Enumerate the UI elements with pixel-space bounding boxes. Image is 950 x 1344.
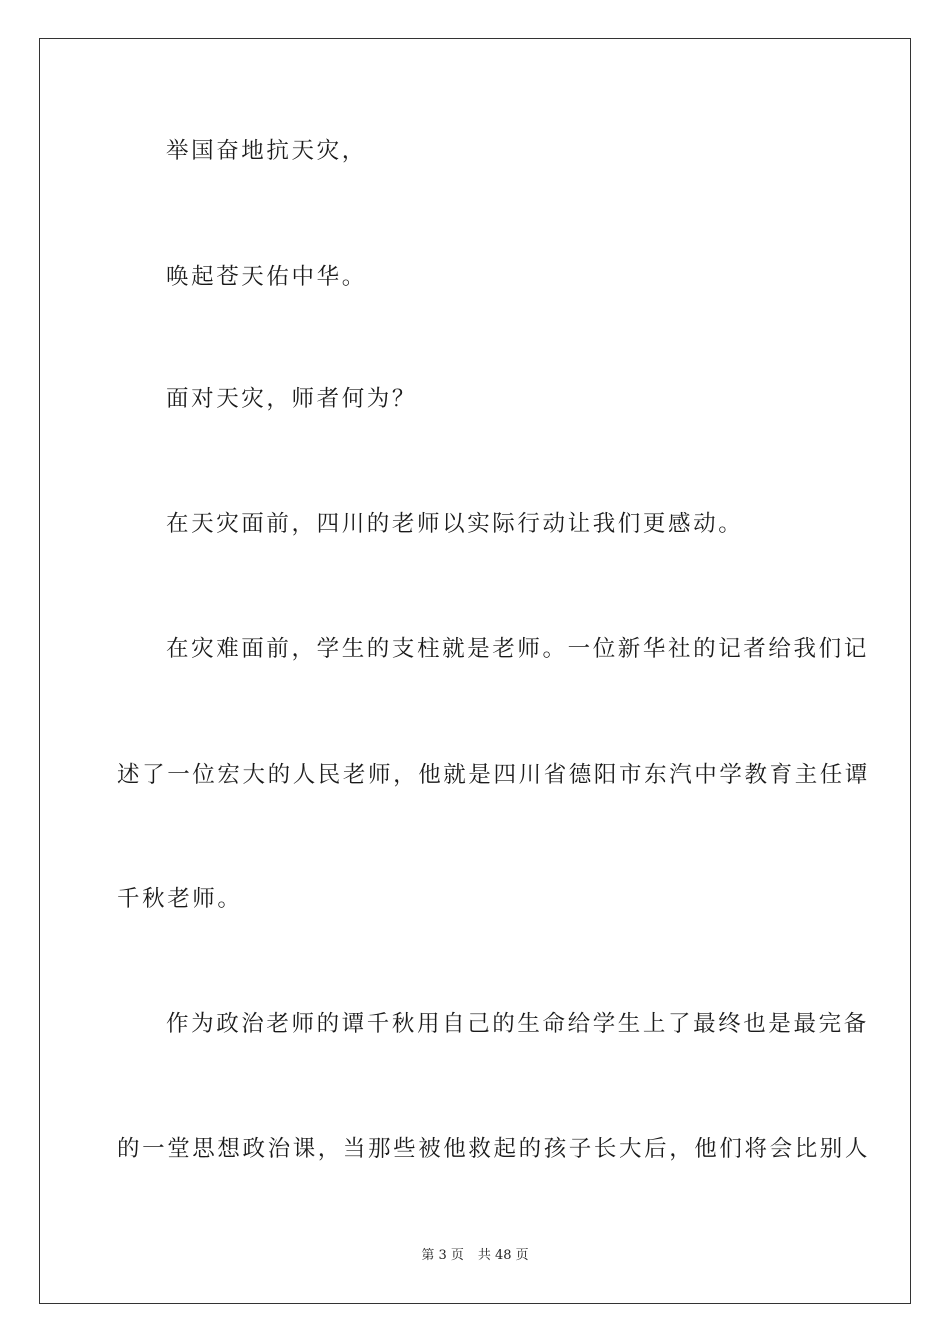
text-line: 面对天灾，师者何为？ bbox=[166, 386, 418, 412]
text-line: 千秋老师。 bbox=[117, 886, 243, 912]
text-line: 述了一位宏大的人民老师，他就是四川省德阳市东汽中学教育主任谭 bbox=[117, 762, 871, 788]
page-border bbox=[39, 38, 911, 1304]
page-footer bbox=[0, 1247, 950, 1265]
text-line: 作为政治老师的谭千秋用自己的生命给学生上了最终也是最完备 bbox=[166, 1011, 869, 1037]
text-line: 唤起苍天佑中华。 bbox=[166, 264, 367, 290]
text-line: 的一堂思想政治课，当那些被他救起的孩子长大后，他们将会比别人 bbox=[117, 1136, 871, 1162]
page-number: 第 3 页 bbox=[421, 1248, 464, 1263]
text-line: 在天灾面前，四川的老师以实际行动让我们更感动。 bbox=[166, 511, 744, 537]
page-total: 共 48 页 bbox=[477, 1248, 529, 1263]
text-line: 举国奋地抗天灾， bbox=[166, 138, 367, 164]
text-line: 在灾难面前，学生的支柱就是老师。一位新华社的记者给我们记 bbox=[166, 636, 869, 662]
